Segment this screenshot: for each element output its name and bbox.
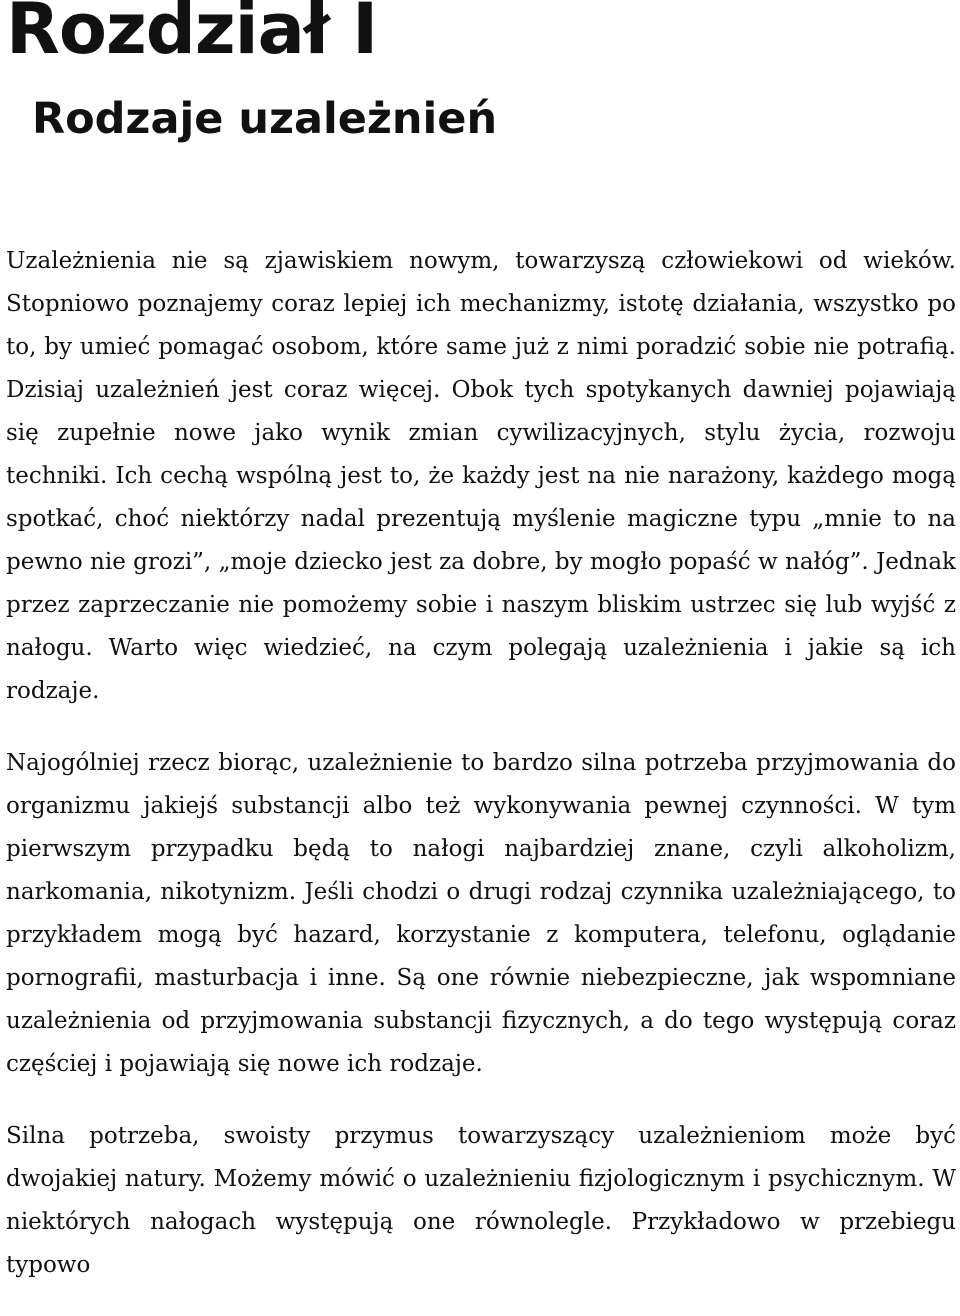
paragraph: Najogólniej rzecz biorąc, uzależnienie to bardzo silna potrzeba przyjmowania do organizmu jakiejś substancji albo też wykonywania pewnej czynności. W tym pierwszym przypadku będą to nałogi najbardziej znane, czyli alkoholizm, narkomania, nikotynizm. Jeśli chodzi o drugi rodzaj czynnika uzależniającego, to przykładem mogą być hazard, korzystanie z komputera, telefonu, oglądanie pornografii, masturbacja i inne. Są one równie niebezpieczne, jak wspomniane uzależnienia od przyjmowania substancji fizycznych, a do tego występują coraz częściej i pojawiają się nowe ich rodzaje. [6, 750, 956, 1077]
chapter-title: Rozdział I [6, 0, 378, 70]
paragraph: Uzależnienia nie są zjawiskiem nowym, towarzyszą człowiekowi od wieków. Stopniowo poznajemy coraz lepiej ich mechanizmy, istotę działania, wszystko po to, by umieć pomagać osobom, które same już z nimi poradzić sobie nie potrafią. Dzisiaj uzależnień jest coraz więcej. Obok tych spotykanych dawniej pojawiają się zupełnie nowe jako wynik zmian cywilizacyjnych, stylu życia, rozwoju techniki. Ich cechą wspólną jest to, że każdy jest na nie narażony, każdego mogą spotkać, choć niektórzy nadal prezentują myślenie magiczne typu „mnie to na pewno nie grozi”, „moje dziecko jest za dobre, by mogło popaść w nałóg”. Jednak przez zaprzeczanie nie pomożemy sobie i naszym bliskim ustrzec się lub wyjść z nałogu. Warto więc wiedzieć, na czym polegają uzależnienia i jakie są ich rodzaje. [6, 248, 956, 704]
chapter-subtitle: Rodzaje uzależnień [32, 94, 498, 144]
paragraph: Silna potrzeba, swoisty przymus towarzyszący uzależnieniom może być dwojakiej natury. Możemy mówić o uzależnieniu fizjologicznym i psychicznym. W niektórych nałogach występują one równolegle. Przykładowo w przebiegu typowo [6, 1123, 956, 1278]
body-text [6, 240, 956, 1316]
